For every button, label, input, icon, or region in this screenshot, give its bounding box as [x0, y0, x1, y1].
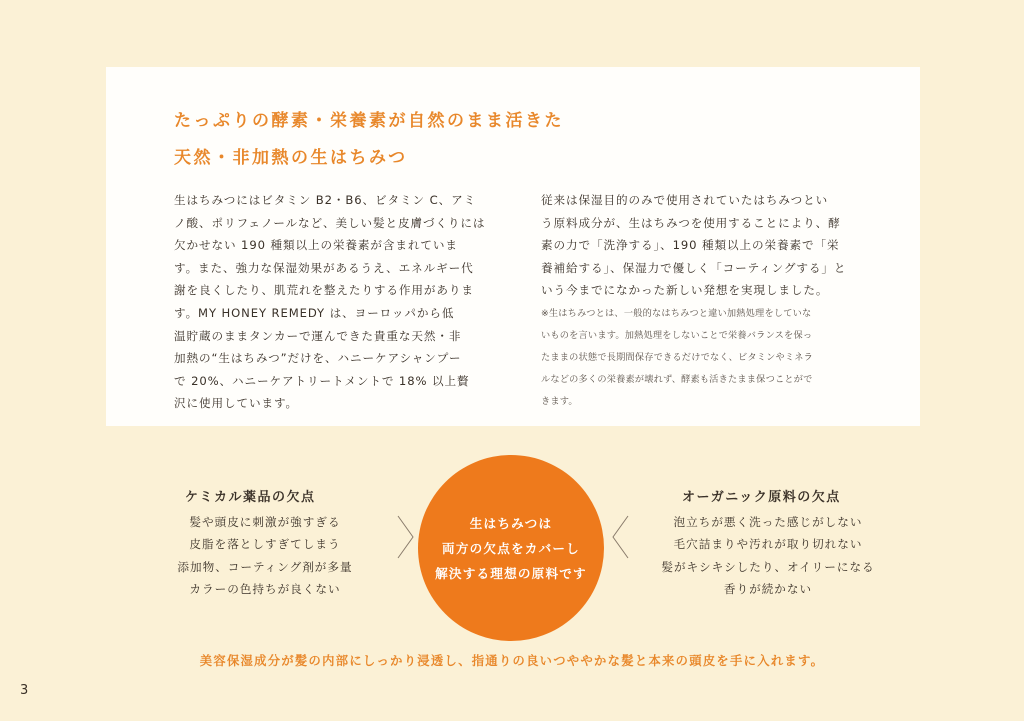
- body-text-right: [541, 189, 863, 412]
- body-left-line: 謝を良くしたり、肌荒れを整えたりする作用がありま: [174, 283, 474, 298]
- body-left-line: 温貯蔵のままタンカーで運んできた貴重な天然・非: [174, 328, 462, 343]
- body-left-line: 沢に使用しています。: [174, 396, 299, 411]
- footnote: [541, 304, 863, 412]
- body-left-line: で 20%、ハニーケアトリートメントで 18% 以上贅: [174, 373, 470, 388]
- footnote-line: ルなどの多くの栄養素が壊れず、酵素も活きたまま保つことがで: [541, 373, 813, 385]
- chevron-left-icon: [607, 514, 633, 560]
- body-left-line: 欠かせない 190 種類以上の栄養素が含まれていま: [174, 238, 458, 253]
- chemical-drawbacks-list: [160, 511, 370, 601]
- footnote-line: きます。: [541, 395, 578, 407]
- circle-line-2: 両方の欠点をカバーし: [442, 540, 580, 556]
- organic-drawbacks-list: [652, 511, 884, 601]
- chemical-drawbacks-title: ケミカル薬品の欠点: [185, 490, 316, 505]
- headline-line-2: 天然・非加熱の生はちみつ: [174, 148, 408, 168]
- body-left-line: 加熱の“生はちみつ”だけを、ハニーケアシャンプー: [174, 351, 462, 366]
- chevron-right-icon: [393, 514, 419, 560]
- page-number: 3: [20, 683, 29, 698]
- body-right-line: いう今までになかった新しい発想を実現しました。: [541, 283, 829, 298]
- footnote-line: ※生はちみつとは、一般的なはちみつと違い加熱処理をしていな: [541, 307, 812, 319]
- circle-line-3: 解決する理想の原料です: [435, 565, 587, 581]
- body-left-line: 生はちみつにはビタミン B2・B6、ビタミン C、アミ: [174, 193, 477, 207]
- summary-tagline: 美容保湿成分が髪の内部にしっかり浸透し、指通りの良いつややかな髪と本来の頭皮を手に入れます。: [199, 654, 825, 668]
- honey-solution-circle: [418, 455, 604, 641]
- list-item: 毛穴詰まりや汚れが取り切れない: [673, 537, 863, 552]
- body-right-line: 素の力で「洗浄する」、190 種類以上の栄養素で「栄: [541, 238, 840, 253]
- list-item: 泡立ちが悪く洗った感じがしない: [673, 515, 863, 529]
- body-left-line: す。また、強力な保湿効果があるうえ、エネルギー代: [174, 260, 474, 275]
- list-item: 香りが続かない: [723, 582, 813, 597]
- footnote-line: たままの状態で長期間保存できるだけでなく、ビタミンやミネラ: [541, 351, 814, 363]
- body-right-line: う原料成分が、生はちみつを使用することにより、酵: [541, 215, 841, 230]
- list-item: 髪や頭皮に刺激が強すぎる: [189, 515, 341, 529]
- circle-line-1: 生はちみつは: [469, 515, 553, 531]
- list-item: カラーの色持ちが良くない: [189, 582, 341, 597]
- list-item: 髪がキシキシしたり、オイリーになる: [661, 559, 875, 574]
- headline-line-1: たっぷりの酵素・栄養素が自然のまま活きた: [174, 111, 564, 131]
- body-right-line: 従来は保湿目的のみで使用されていたはちみつとい: [541, 193, 829, 207]
- footnote-line: いものを言います。加熱処理をしないことで栄養バランスを保っ: [541, 329, 813, 341]
- body-left-line: ノ酸、ポリフェノールなど、美しい髪と皮膚づくりには: [174, 215, 486, 230]
- organic-drawbacks-title: オーガニック原料の欠点: [682, 490, 841, 505]
- body-text-left: [174, 189, 494, 415]
- list-item: 添加物、コーティング剤が多量: [177, 559, 353, 574]
- body-right-line: 養補給する」、保湿力で優しく「コーティングする」と: [541, 260, 847, 275]
- list-item: 皮脂を落としすぎてしまう: [189, 537, 341, 552]
- body-left-line: す。MY HONEY REMEDY は、ヨーロッパから低: [174, 305, 455, 320]
